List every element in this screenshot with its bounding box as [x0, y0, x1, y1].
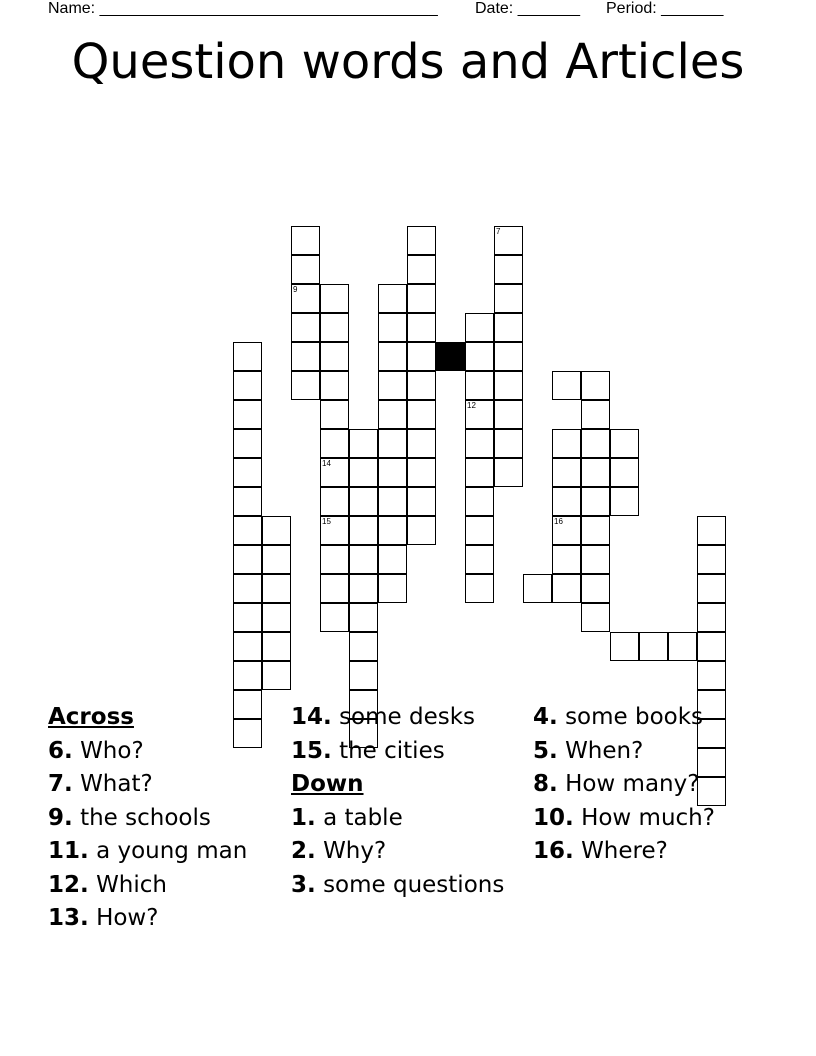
crossword-cell[interactable] [639, 632, 668, 661]
crossword-cell[interactable] [407, 313, 436, 342]
clue-text: Who? [80, 737, 144, 764]
crossword-cell[interactable] [349, 458, 378, 487]
crossword-cell[interactable] [378, 400, 407, 429]
crossword-cell[interactable] [262, 545, 291, 574]
across-clue-7 [48, 768, 284, 802]
crossword-cell[interactable] [407, 255, 436, 284]
crossword-cell[interactable] [465, 545, 494, 574]
across-clue-13 [48, 902, 284, 936]
crossword-cell[interactable] [610, 487, 639, 516]
date-field-label: Date: _______ [475, 0, 580, 17]
crossword-cell[interactable] [581, 487, 610, 516]
crossword-cell[interactable] [552, 371, 581, 400]
across-clue-9 [48, 802, 284, 836]
down-clue-3 [291, 869, 527, 899]
crossword-cell[interactable] [262, 603, 291, 632]
crossword-cell[interactable] [378, 429, 407, 458]
crossword-cell[interactable] [552, 574, 581, 603]
crossword-cell[interactable] [349, 632, 378, 661]
clue-column-1 [48, 701, 284, 936]
clue-number: 11. [48, 838, 89, 864]
crossword-cell[interactable] [697, 545, 726, 574]
clue-text: some books [565, 704, 704, 730]
clue-list [48, 701, 788, 1001]
cell-number: 15 [322, 517, 331, 526]
crossword-cell[interactable] [320, 458, 349, 487]
crossword-cell[interactable] [233, 574, 262, 603]
crossword-cell[interactable] [320, 371, 349, 400]
crossword-cell[interactable] [378, 371, 407, 400]
crossword-cell[interactable] [291, 284, 320, 313]
clue-number: 13. [48, 905, 89, 931]
black-square [436, 342, 465, 371]
crossword-cell[interactable] [349, 516, 378, 545]
crossword-cell[interactable] [552, 545, 581, 574]
down-clue-1 [291, 802, 527, 836]
down-clue-5 [533, 735, 769, 769]
clue-number: 9. [48, 804, 73, 831]
crossword-cell[interactable] [697, 661, 726, 690]
clue-number: 1. [291, 804, 316, 831]
crossword-cell[interactable] [552, 487, 581, 516]
crossword-cell[interactable] [407, 342, 436, 371]
crossword-cell[interactable] [233, 371, 262, 400]
cell-number: 14 [322, 459, 331, 468]
crossword-cell[interactable] [465, 458, 494, 487]
clue-text: the schools [80, 804, 211, 831]
crossword-cell[interactable] [581, 516, 610, 545]
crossword-cell[interactable] [552, 429, 581, 458]
clue-number: 5. [533, 737, 558, 764]
crossword-cell[interactable] [233, 516, 262, 545]
crossword-cell[interactable] [494, 255, 523, 284]
crossword-cell[interactable] [465, 574, 494, 603]
crossword-cell[interactable] [378, 342, 407, 371]
cell-number: 9 [293, 285, 298, 294]
crossword-cell[interactable] [233, 632, 262, 661]
crossword-cell[interactable] [494, 458, 523, 487]
crossword-cell[interactable] [407, 429, 436, 458]
crossword-cell[interactable] [320, 487, 349, 516]
crossword-cell[interactable] [697, 632, 726, 661]
clue-number: 14. [291, 704, 332, 730]
down-clue-4 [533, 701, 769, 735]
crossword-cell[interactable] [494, 400, 523, 429]
crossword-cell[interactable] [465, 371, 494, 400]
crossword-cell[interactable] [320, 574, 349, 603]
crossword-cell[interactable] [291, 226, 320, 255]
crossword-cell[interactable] [349, 487, 378, 516]
crossword-cell[interactable] [465, 313, 494, 342]
clue-number: 16. [533, 838, 574, 864]
crossword-cell[interactable] [581, 458, 610, 487]
crossword-cell[interactable] [407, 371, 436, 400]
crossword-cell[interactable] [233, 342, 262, 371]
crossword-cell[interactable] [291, 255, 320, 284]
crossword-cell[interactable] [349, 429, 378, 458]
clue-text: How many? [565, 771, 700, 797]
clue-number: 10. [533, 804, 574, 831]
down-heading: Down [291, 771, 364, 797]
clue-number: 15. [291, 737, 332, 764]
crossword-cell[interactable] [262, 516, 291, 545]
crossword-cell[interactable] [233, 603, 262, 632]
crossword-cell[interactable] [378, 545, 407, 574]
crossword-cell[interactable] [581, 574, 610, 603]
crossword-cell[interactable] [581, 429, 610, 458]
down-clue-16 [533, 835, 769, 869]
clue-number: 7. [48, 771, 73, 797]
crossword-cell[interactable] [494, 226, 523, 255]
clue-column-2 [291, 701, 527, 899]
down-clue-2 [291, 835, 527, 869]
across-clue-11 [48, 835, 284, 869]
clue-text: How much? [581, 804, 715, 831]
across-clue-15 [291, 735, 527, 769]
crossword-cell[interactable] [407, 284, 436, 313]
crossword-cell[interactable] [581, 371, 610, 400]
crossword-cell[interactable] [523, 574, 552, 603]
crossword-cell[interactable] [494, 342, 523, 371]
clue-text: Why? [323, 838, 387, 864]
crossword-cell[interactable] [378, 313, 407, 342]
crossword-cell[interactable] [291, 342, 320, 371]
crossword-cell[interactable] [262, 574, 291, 603]
crossword-cell[interactable] [349, 545, 378, 574]
clue-number: 2. [291, 838, 316, 864]
down-clue-8 [533, 768, 769, 802]
crossword-cell[interactable] [407, 487, 436, 516]
name-field-label: Name: ______________________________________ [48, 0, 438, 17]
crossword-cell[interactable] [378, 516, 407, 545]
crossword-cell[interactable] [407, 516, 436, 545]
crossword-cell[interactable] [378, 458, 407, 487]
clue-text: some desks [339, 704, 476, 730]
clue-text: Where? [581, 838, 668, 864]
crossword-cell[interactable] [233, 545, 262, 574]
period-field-label: Period: _______ [606, 0, 724, 17]
crossword-cell[interactable] [320, 545, 349, 574]
crossword-cell[interactable] [465, 516, 494, 545]
crossword-cell[interactable] [233, 661, 262, 690]
clue-number: 8. [533, 771, 558, 797]
crossword-cell[interactable] [610, 458, 639, 487]
crossword-cell[interactable] [320, 400, 349, 429]
crossword-cell[interactable] [349, 661, 378, 690]
crossword-cell[interactable] [349, 574, 378, 603]
clue-text: the cities [339, 737, 445, 764]
crossword-cell[interactable] [465, 342, 494, 371]
crossword-cell[interactable] [581, 603, 610, 632]
crossword-cell[interactable] [465, 400, 494, 429]
crossword-cell[interactable] [320, 342, 349, 371]
crossword-cell[interactable] [320, 284, 349, 313]
clue-text: Which [96, 871, 167, 898]
clue-column-3 [533, 701, 769, 869]
crossword-cell[interactable] [291, 371, 320, 400]
crossword-cell[interactable] [349, 603, 378, 632]
crossword-cell[interactable] [320, 516, 349, 545]
crossword-cell[interactable] [581, 400, 610, 429]
clue-number: 3. [291, 871, 316, 898]
clue-text: some questions [323, 871, 505, 898]
across-clue-12 [48, 869, 284, 903]
crossword-cell[interactable] [233, 400, 262, 429]
crossword-cell[interactable] [233, 429, 262, 458]
crossword-cell[interactable] [262, 661, 291, 690]
crossword-cell[interactable] [494, 371, 523, 400]
crossword-cell[interactable] [233, 458, 262, 487]
clue-text: How? [96, 905, 159, 931]
crossword-cell[interactable] [494, 429, 523, 458]
crossword-cell[interactable] [494, 284, 523, 313]
crossword-cell[interactable] [494, 313, 523, 342]
clue-number: 12. [48, 871, 89, 898]
crossword-cell[interactable] [552, 458, 581, 487]
across-clue-6 [48, 735, 284, 769]
cell-number: 7 [496, 227, 501, 236]
crossword-cell[interactable] [378, 284, 407, 313]
clue-text: When? [565, 737, 644, 764]
crossword-cell[interactable] [465, 487, 494, 516]
crossword-cell[interactable] [320, 429, 349, 458]
crossword-cell[interactable] [291, 313, 320, 342]
crossword-cell[interactable] [407, 226, 436, 255]
crossword-cell[interactable] [465, 429, 494, 458]
clue-number: 6. [48, 737, 73, 764]
crossword-cell[interactable] [668, 632, 697, 661]
clue-text: a table [323, 804, 403, 831]
crossword-cell[interactable] [581, 545, 610, 574]
down-clue-10 [533, 802, 769, 836]
crossword-cell[interactable] [378, 574, 407, 603]
across-clue-14 [291, 701, 527, 735]
crossword-cell[interactable] [552, 516, 581, 545]
clue-text: What? [80, 771, 153, 797]
page-title: Question words and Articles [71, 34, 745, 90]
crossword-cell[interactable] [697, 516, 726, 545]
clue-number: 4. [533, 704, 558, 730]
cell-number: 16 [554, 517, 563, 526]
crossword-cell[interactable] [320, 603, 349, 632]
clue-text: a young man [96, 838, 248, 864]
crossword-cell[interactable] [233, 487, 262, 516]
crossword-cell[interactable] [610, 632, 639, 661]
crossword-cell[interactable] [407, 458, 436, 487]
crossword-cell[interactable] [610, 429, 639, 458]
crossword-cell[interactable] [378, 487, 407, 516]
across-heading: Across [48, 704, 134, 730]
crossword-cell[interactable] [407, 400, 436, 429]
crossword-cell[interactable] [320, 313, 349, 342]
crossword-cell[interactable] [697, 574, 726, 603]
crossword-cell[interactable] [262, 632, 291, 661]
crossword-cell[interactable] [697, 603, 726, 632]
cell-number: 12 [467, 401, 476, 410]
